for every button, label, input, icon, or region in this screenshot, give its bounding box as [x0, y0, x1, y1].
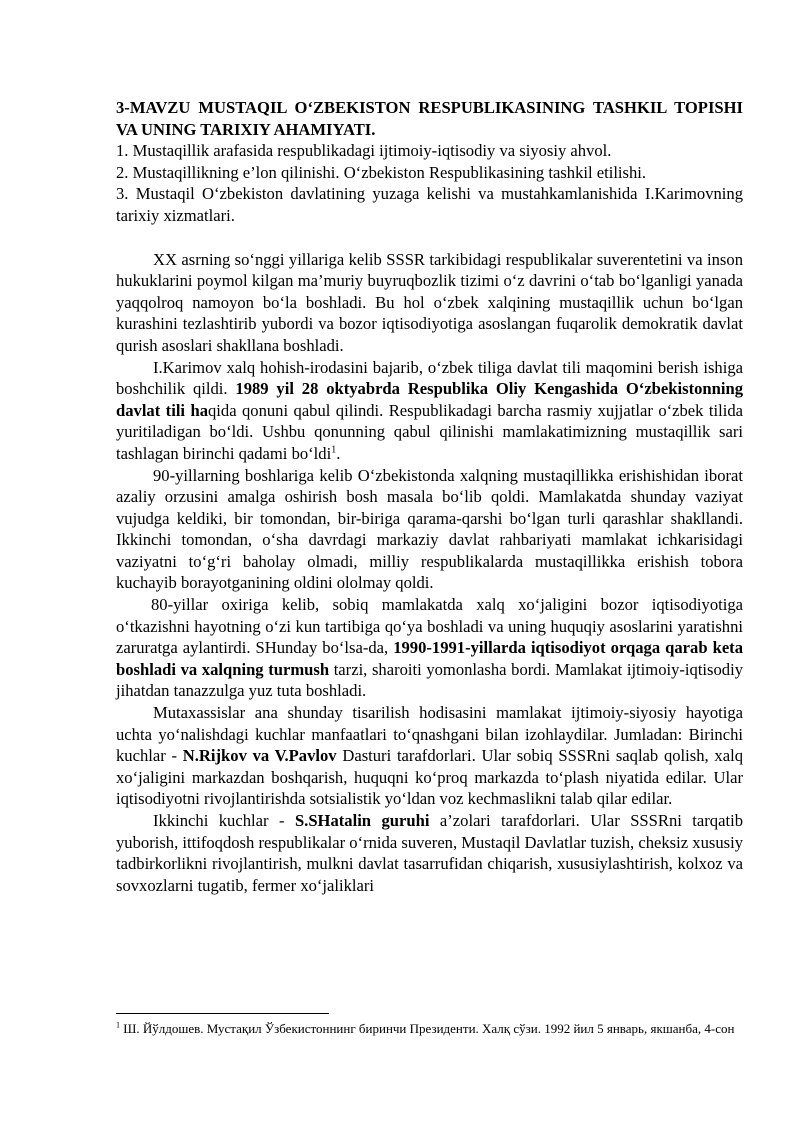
paragraph-6-text-c: a’zolari tarafdorlari. Ular SSSRni tarqatib yuborish, ittifoqdosh respublikalar o‘rnida suveren, Mustaqil Davlatlar tuzish, cheksiz xususiy tadbirkorlikni rivojlantirish, mulkni davlat tasarrufidan chiqarish, xususiylashtirish, kolxoz va sovxozlarni tugatib, fermer xo‘jaliklari — [116, 811, 743, 895]
paragraph-6-text-a: Ikkinchi kuchlar - — [153, 811, 295, 830]
plan-item-3: 3. Mustaqil O‘zbekiston davlatining yuzaga kelishi va mustahkamlanishida I.Karimovning tarixiy xizmatlari. — [116, 184, 743, 225]
document-title: 3-MAVZU MUSTAQIL O‘ZBEKISTON RESPUBLIKASINING TASHKIL TOPISHI VA UNING TARIXIY AHAMIYATI. — [116, 98, 743, 139]
paragraph-2-bold: 1989 yil 28 oktyabrda Respublika Oliy Kengashida O‘zbekistonning davlat tili ha — [116, 379, 743, 420]
paragraph-2-text-a: I.Karimov xalq hohish-irodasini bajarib, o‘zbek tiliga davlat tili maqomini berish ishiga boshchilik qildi. — [116, 357, 743, 399]
paragraph-5-text-c: Dasturi tarafdorlari. Ular sobiq SSSRni saqlab qolish, xalq xo‘jaligini markazdan boshqarish, huquqni ko‘proq markazda to‘plash niyatida edilar. Ular iqtisodiyotni rivojlantirishda sotsialistik yo‘ldan voz kechmaslikni talab qilar edilar. — [116, 746, 743, 809]
paragraph-2-text-c: qida qonuni qabul qilindi. Respublikadagi barcha rasmiy xujjatlar o‘zbek tilida yuritiladigan bo‘ldi. Ushbu qonunning qabul qilinishi mamlakatimizning mustaqillik sari tashlagan birinchi qadami bo‘ldi — [116, 400, 744, 463]
paragraph-6 — [116, 810, 743, 896]
paragraph-1: XX asrning so‘nggi yillariga kelib SSSR tarkibidagi respublikalar suverentetini va inson hukuklarini poymol kilgan ma’muriy buyruqbozlik tizimi o‘z davrini o‘tab bo‘lganligi yanada yaqqolroq namoyon bo‘la boshladi. Bu hol o‘zbek xalqining mustaqillik uchun bo‘lgan kurashini tezlashtirib yubordi va bozor iqtisodiyotiga asoslangan fuqarolik demokratik davlat qurish asoslari shakllana boshladi. — [116, 249, 743, 355]
paragraph-4-text-a: 80-yillar oxiriga kelib, sobiq mamlakatda xalq xo‘jaligini bozor iqtisodiyotiga o‘tkazishni hayotning o‘zi kun tartibiga qo‘ya boshladi va uning huquqiy asoslarini yaratishni zaruratga aylantirdi. SHunday bo‘lsa-da, — [116, 595, 743, 658]
paragraph-2 — [116, 357, 743, 465]
document-page — [116, 97, 743, 896]
paragraph-4-bold: 1990-1991-yillarda iqtisodiyot orqaga qarab keta boshladi va xalqning turmush — [116, 638, 744, 679]
paragraph-5-text-a: Mutaxassislar ana shunday tisarilish hodisasini mamlakat ijtimoiy-siyosiy hayotiga uchta yo‘nalishdagi kuchlar manfaatlari to‘qnashgani bilan izohlaydilar. Jumladan: Birinchi kuchlar - — [116, 703, 743, 766]
footnote — [116, 1020, 743, 1037]
plan-item-1: 1. Mustaqillik arafasida respublikadagi ijtimoiy-iqtisodiy va siyosiy ahvol. — [116, 141, 612, 161]
footnote-ref[interactable]: 1 — [331, 444, 337, 456]
paragraph-5-bold: N.Rijkov va V.Pavlov — [182, 746, 337, 766]
footnote-separator — [116, 1013, 329, 1014]
paragraph-3: 90-yillarning boshlariga kelib O‘zbekistonda xalqning mustaqillikka erishishidan iborat azaliy orzusini amalga oshirish bosh masala bo‘lib qoldi. Mamlakatda shunday vaziyat vujudga keldiki, bir tomondan, bir-biriga qarama-qarshi bo‘lgan turli qarashlar shakllandi. Ikkinchi tomondan, o‘sha davrdagi markaziy davlat rahbariyati mamlakat ichkarisidagi vaziyatni to‘g‘ri baholay olmadi, milliy respublikalarda mustaqillikka erishish tobora kuchayib borayotganining oldini ololmay qoldi. — [116, 465, 743, 593]
paragraph-2-text-d: . — [336, 443, 341, 463]
section-spacer — [116, 227, 743, 249]
paragraph-4-text-c: tarzi, sharoiti yomonlasha bordi. Mamlakat ijtimoiy-iqtisodiy jihatdan tanazzulga yuz tuta boshladi. — [116, 659, 744, 701]
plan-item-2: 2. Mustaqillikning e’lon qilinishi. O‘zbekiston Respublikasining tashkil etilishi. — [116, 162, 647, 182]
paragraph-5 — [116, 702, 743, 810]
paragraph-6-bold: S.SHatalin guruhi — [294, 811, 430, 830]
paragraph-4 — [116, 594, 743, 702]
footnote-text: Ш. Йўлдошев. Мустақил Ўзбекистоннинг биринчи Президенти. Халқ сўзи. 1992 йил 5 январь, якшанба, 4-сон — [120, 1021, 735, 1036]
footnote-number: 1 — [116, 1020, 120, 1030]
